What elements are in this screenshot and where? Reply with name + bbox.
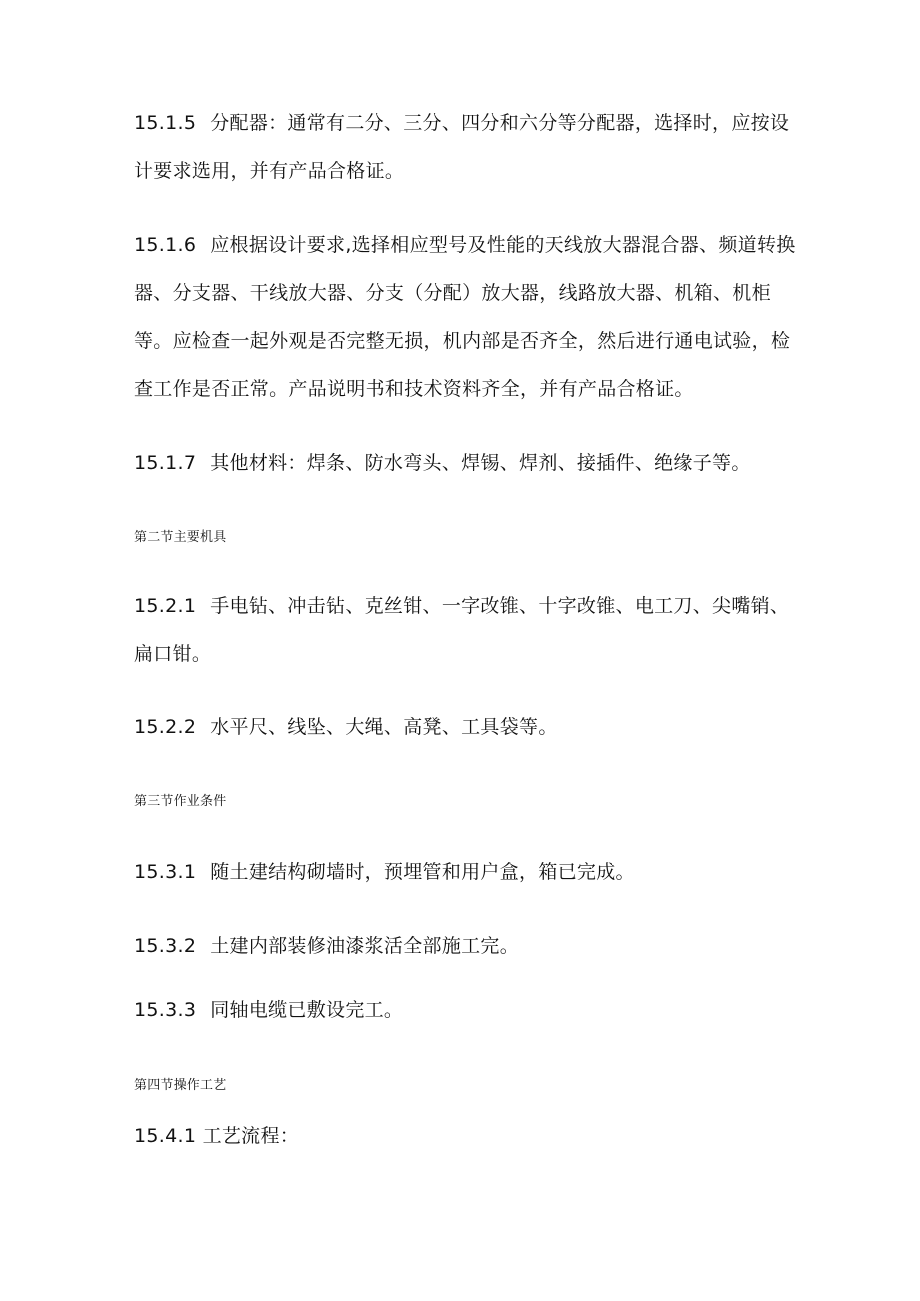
clause-text: 同轴电缆已敷设完工。: [210, 999, 404, 1021]
clause-text: 应根据设计要求,选择相应型号及性能的天线放大器混合器、频道转换器、分支器、干线放大器、分支（分配）放大器，线路放大器、机箱、机柜等。应检查一起外观是否完整无损，机内部是否齐全，然后进行通电试验，检查工作是否正常。产品说明书和技术资料齐全，并有产品合格证。: [134, 234, 796, 400]
clause-number: 15.3.2: [134, 935, 197, 957]
clause-number: 15.3.3: [134, 999, 197, 1021]
clause-text: 随土建结构砌墙时，预埋管和用户盒，箱已完成。: [210, 861, 635, 883]
clause-number: 15.3.1: [134, 861, 197, 883]
paragraph-15-3-3: [134, 986, 806, 1034]
paragraph-15-2-2: [134, 703, 806, 751]
section-heading-2: 第二节主要机具: [134, 530, 227, 545]
clause-text: 水平尺、线坠、大绳、高凳、工具袋等。: [210, 716, 558, 738]
clause-number: 15.2.2: [134, 716, 197, 738]
clause-number: 15.2.1: [134, 595, 197, 617]
clause-text: 分配器：通常有二分、三分、四分和六分等分配器，选择时，应按设计要求选用，并有产品合格证。: [134, 112, 790, 182]
clause-text: 手电钻、冲击钻、克丝钳、一字改锥、十字改锥、电工刀、尖嘴销、扁口钳。: [134, 595, 790, 665]
clause-text: 土建内部装修油漆浆活全部施工完。: [210, 935, 520, 957]
clause-number: 15.1.5: [134, 112, 197, 134]
paragraph-15-3-2: [134, 922, 806, 970]
clause-number: 15.1.7: [134, 452, 197, 474]
paragraph-15-1-7: [134, 439, 806, 487]
clause-number: 15.1.6: [134, 234, 197, 256]
section-heading-3: 第三节作业条件: [134, 794, 227, 809]
section-heading-4: 第四节操作工艺: [134, 1078, 227, 1093]
paragraph-15-4-1: 15.4.1 工艺流程：: [134, 1125, 300, 1147]
paragraph-15-1-5: [134, 99, 806, 195]
paragraph-15-3-1: [134, 848, 806, 896]
clause-text: 其他材料：焊条、防水弯头、焊锡、焊剂、接插件、绝缘子等。: [210, 452, 751, 474]
paragraph-15-1-6: [134, 221, 806, 413]
paragraph-15-2-1: [134, 582, 806, 678]
